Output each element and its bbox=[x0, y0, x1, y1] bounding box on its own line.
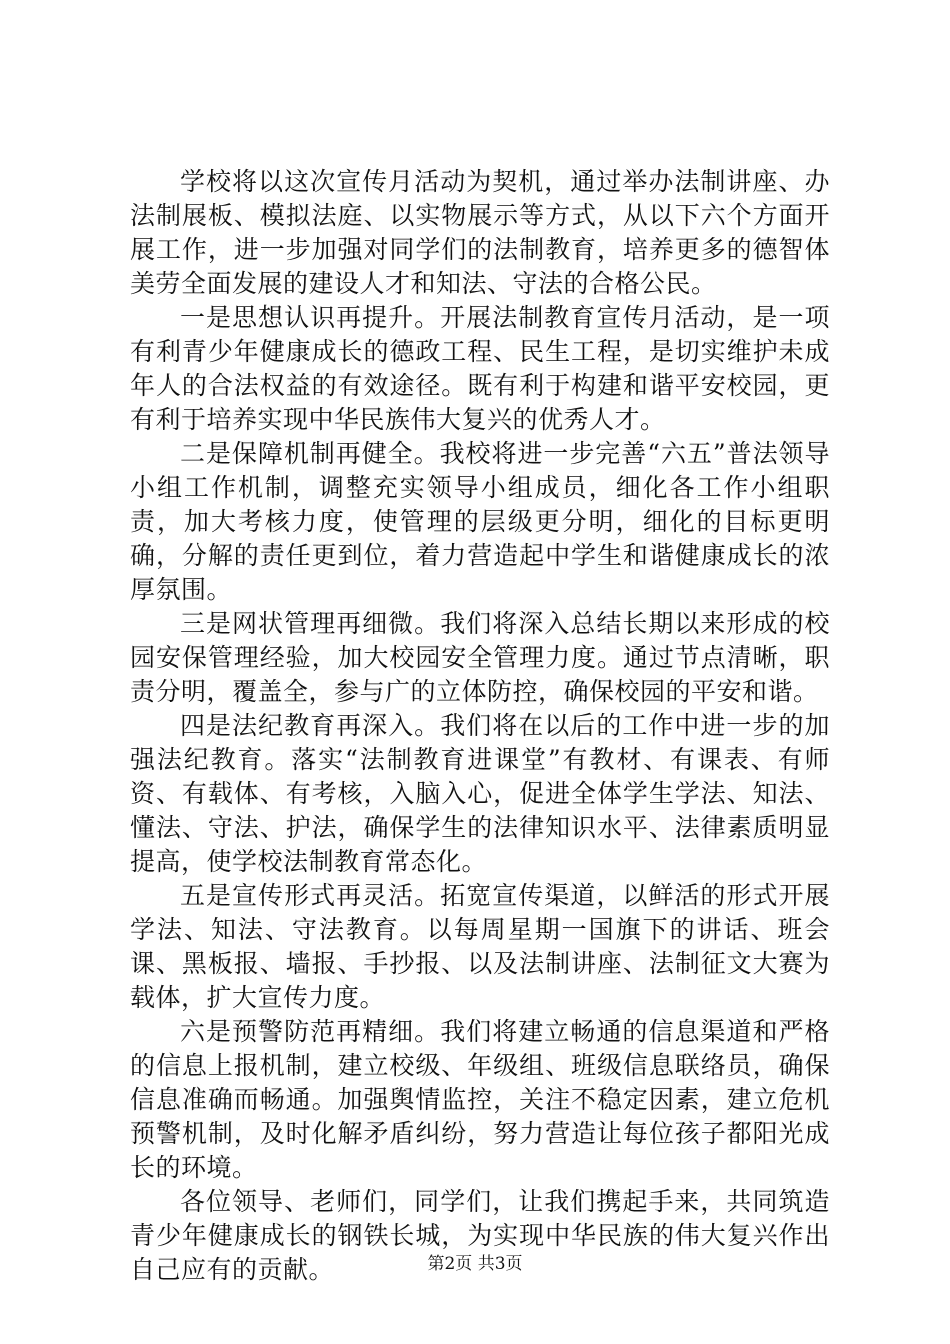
page-number-footer: 第2页 共3页 bbox=[427, 1254, 523, 1274]
paragraph-point-6: 六是预警防范再精细。我们将建立畅通的信息渠道和严格的信息上报机制，建立校级、年级组、班级信息联络员，确保信息准确而畅通。加强舆情监控，关注不稳定因素，建立危机预警机制，及时化解矛盾纠纷，努力营造让每位孩子都阳光成长的环境。 bbox=[130, 1017, 830, 1182]
paragraph-point-2: 二是保障机制再健全。我校将进一步完善“六五”普法领导小组工作机制，调整充实领导小组成员，细化各工作小组职责，加大考核力度，使管理的层级更分明，细化的目标更明确，分解的责任更到位，着力营造起中学生和谐健康成长的浓厚氛围。 bbox=[130, 439, 830, 604]
paragraph-point-4: 四是法纪教育再深入。我们将在以后的工作中进一步的加强法纪教育。落实“法制教育进课堂”有教材、有课表、有师资、有载体、有考核，入脑入心，促进全体学生学法、知法、懂法、守法、护法，确保学生的法律知识水平、法律素质明显提高，使学校法制教育常态化。 bbox=[130, 711, 830, 876]
paragraph-closing: 各位领导、老师们，同学们，让我们携起手来，共同筑造青少年健康成长的钢铁长城，为实现中华民族的伟大复兴作出自己应有的贡献。 bbox=[130, 1187, 830, 1284]
document-body bbox=[130, 165, 830, 1287]
paragraph-point-1: 一是思想认识再提升。开展法制教育宣传月活动，是一项有利青少年健康成长的德政工程、民生工程，是切实维护未成年人的合法权益的有效途径。既有利于构建和谐平安校园，更有利于培养实现中华民族伟大复兴的优秀人才。 bbox=[130, 303, 830, 434]
paragraph-intro: 学校将以这次宣传月活动为契机，通过举办法制讲座、办法制展板、模拟法庭、以实物展示等方式，从以下六个方面开展工作，进一步加强对同学们的法制教育，培养更多的德智体美劳全面发展的建设人才和知法、守法的合格公民。 bbox=[130, 167, 830, 298]
paragraph-point-3: 三是网状管理再细微。我们将深入总结长期以来形成的校园安保管理经验，加大校园安全管理力度。通过节点清晰，职责分明，覆盖全，参与广的立体防控，确保校园的平安和谐。 bbox=[130, 609, 830, 706]
paragraph-point-5: 五是宣传形式再灵活。拓宽宣传渠道，以鲜活的形式开展学法、知法、守法教育。以每周星期一国旗下的讲话、班会课、黑板报、墙报、手抄报、以及法制讲座、法制征文大赛为载体，扩大宣传力度。 bbox=[130, 881, 830, 1012]
